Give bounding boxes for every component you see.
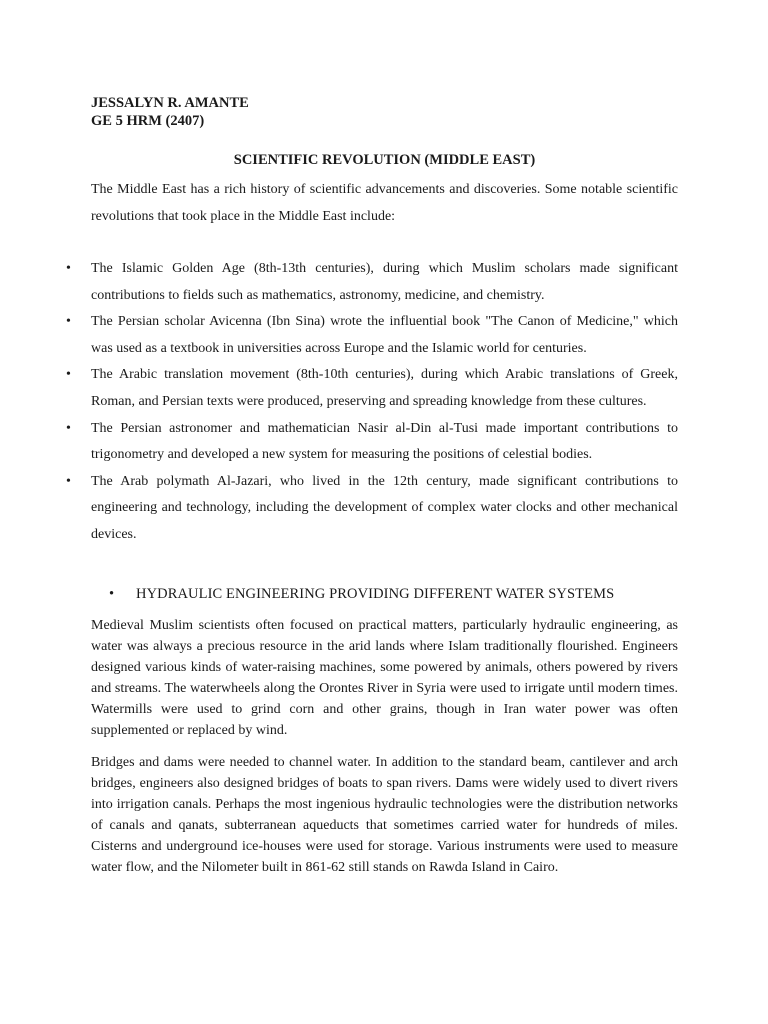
revolutions-list <box>66 256 678 549</box>
list-item <box>66 469 678 549</box>
list-item-text: The Persian astronomer and mathematician Nasir al-Din al-Tusi made important contributions to trigonometry and developed a new system for measuring the positions of celestial bodies. <box>91 420 678 463</box>
bullet-icon: • <box>109 586 115 602</box>
body-paragraph-1: Medieval Muslim scientists often focused on practical matters, particularly hydraulic engineering, as water was always a precious resource in the arid lands where Islam traditionally flourished. Engineers designed various kinds of water-raising machines, some powered by animals, others powered by rivers and streams. The waterwheels along the Orontes River in Syria were used to irrigate until modern times. Watermills were used to grind corn and other grains, though in Iran water power was often supplemented or replaced by wind. <box>91 618 678 738</box>
list-item <box>66 362 678 415</box>
bullet-icon: • <box>66 261 71 276</box>
section-heading-text: HYDRAULIC ENGINEERING PROVIDING DIFFERENT WATER SYSTEMS <box>136 586 615 602</box>
list-item-text: The Arabic translation movement (8th-10th centuries), during which Arabic translations of Greek, Roman, and Persian texts were produced, preserving and spreading knowledge from these cultures. <box>91 367 678 409</box>
list-item <box>66 416 678 469</box>
list-item-text: The Islamic Golden Age (8th-13th centuries), during which Muslim scholars made significant contributions to fields such as mathematics, astronomy, medicine, and chemistry. <box>91 261 678 303</box>
author-header <box>91 94 249 130</box>
author-name: JESSALYN R. AMANTE <box>91 95 249 111</box>
bullet-icon: • <box>66 473 71 489</box>
bullet-icon: • <box>66 420 71 436</box>
bullet-icon: • <box>66 314 71 330</box>
course-code: GE 5 HRM (2407) <box>91 113 205 129</box>
document-title: SCIENTIFIC REVOLUTION (MIDDLE EAST) <box>233 152 536 168</box>
list-item <box>66 256 678 309</box>
list-item <box>66 309 678 362</box>
list-item-text: The Persian scholar Avicenna (Ibn Sina) wrote the influential book "The Canon of Medicine," which was used as a textbook in universities across Europe and the Islamic world for centuries. <box>91 314 678 356</box>
bullet-icon: • <box>66 367 71 383</box>
body-paragraph-2: Bridges and dams were needed to channel water. In addition to the standard beam, cantilever and arch bridges, engineers also designed bridges of boats to span rivers. Dams were widely used to divert rivers into irrigation canals. Perhaps the most ingenious hydraulic technologies were the distribution networks of canals and qanats, subterranean aqueducts that sometimes carried water for hundreds of miles. Cisterns and underground ice-houses were used for storage. Various instruments were used to measure water flow, and the Nilometer built in 861-62 still stands on Rawda Island in Cairo. <box>91 755 678 875</box>
intro-paragraph: The Middle East has a rich history of scientific advancements and discoveries. Some notable scientific revolutions that took place in the Middle East include: <box>91 182 678 224</box>
section-heading <box>109 583 615 605</box>
list-item-text: The Arab polymath Al-Jazari, who lived in the 12th century, made significant contributions to engineering and technology, including the development of complex water clocks and other mechanical devices. <box>91 473 678 542</box>
